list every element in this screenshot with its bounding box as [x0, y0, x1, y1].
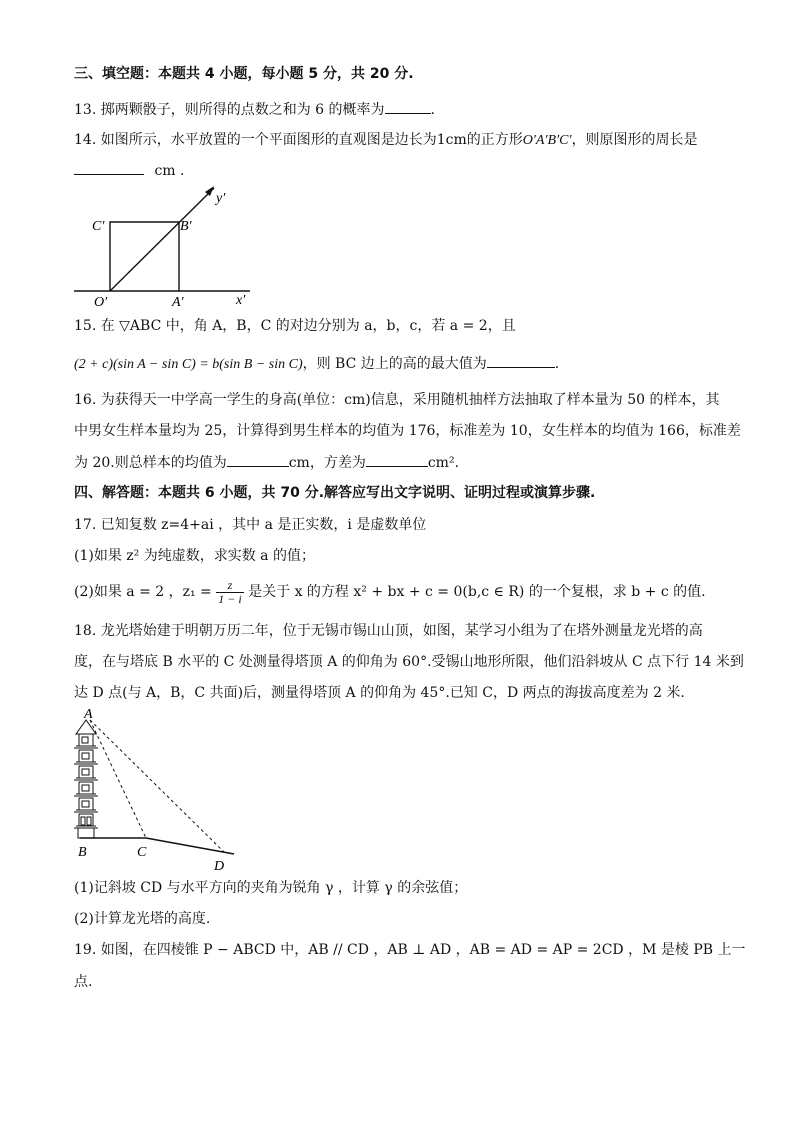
pagoda: [74, 720, 98, 838]
label-d: D: [214, 859, 225, 872]
question-18-line1: 18. 龙光塔始建于明朝万历二年，位于无锡市锡山山顶，如图，某学习小组为了在塔外测量龙光塔的高: [74, 623, 703, 639]
q15-formula: (2 + c)(sin A − sin C) = b(sin B − sin C): [74, 357, 303, 372]
q17-p2-a: (2)如果 a = 2 ，z₁ =: [74, 584, 212, 600]
sight-line-ac: [90, 720, 146, 838]
q16-variance-blank: [366, 452, 428, 467]
q18-figure: [70, 704, 240, 872]
q14-text-end: ，则原图形的周长是: [571, 132, 698, 148]
label-b: B′: [180, 219, 192, 234]
q16-text-c: cm².: [427, 455, 460, 471]
q17-fraction-numerator: z: [216, 579, 243, 593]
label-c: C′: [92, 219, 105, 234]
q16-text-b: cm，方差为: [288, 455, 366, 471]
question-15-line1: 15. 在 ▽ABC 中，角 A，B，C 的对边分别为 a，b，c，若 a = 2，且: [74, 318, 516, 334]
label-a: A′: [172, 295, 184, 310]
question-15-line2: [74, 353, 559, 375]
label-o: O′: [94, 295, 108, 310]
q15-end: .: [554, 356, 560, 372]
section-4-heading: 四、解答题：本题共 6 小题，共 70 分.解答应写出文字说明、证明过程或演算步骤.: [74, 485, 596, 501]
question-16-line3: [74, 452, 459, 473]
question-17-line1: 17. 已知复数 z=4+ai ，其中 a 是正实数，i 是虚数单位: [74, 517, 427, 533]
q17-fraction: [216, 579, 243, 606]
q17-p2-b: 是关于 x 的方程 x² + bx + c = 0(b,c ∈ R) 的一个复根，求 b + c 的值.: [248, 584, 706, 600]
q16-mean-blank: [227, 452, 289, 467]
question-19-line2: 点.: [74, 974, 93, 990]
q13-end: .: [430, 102, 435, 118]
q14-figure: [70, 180, 270, 310]
label-b: B: [78, 845, 87, 860]
question-18-line2: 度，在与塔底 B 水平的 C 处测量得塔顶 A 的仰角为 60°.受锡山地形所限，他们沿斜坡从 C 点下行 14 米到: [74, 654, 744, 670]
label-y: y′: [216, 191, 226, 206]
question-13: [74, 99, 435, 120]
y-axis-arrow: [205, 186, 214, 196]
question-17-part1: (1)如果 z² 为纯虚数，求实数 a 的值；: [74, 548, 315, 564]
question-16-line2: 中男女生样本量均为 25，计算得到男生样本的均值为 176，标准差为 10，女生样本的均值为 166，标准差: [74, 423, 741, 439]
question-14-line2: [74, 160, 184, 181]
question-18-part2: (2)计算龙光塔的高度.: [74, 911, 211, 927]
question-18-part1: (1)记斜坡 CD 与水平方向的夹角为锐角 γ ，计算 γ 的余弦值；: [74, 880, 468, 896]
q15-answer-blank: [487, 353, 555, 368]
q14-unit: cm .: [154, 163, 185, 179]
question-17-part2: [74, 578, 706, 606]
q16-text-a: 为 20.则总样本的均值为: [74, 455, 227, 471]
label-x: x′: [236, 293, 246, 308]
q13-text: 13. 掷两颗骰子，则所得的点数之和为 6 的概率为: [74, 102, 385, 118]
q14-square: O′A′B′C′: [522, 133, 572, 148]
sight-line-ad: [90, 720, 224, 852]
question-14-line1: [74, 130, 698, 151]
question-16-line1: 16. 为获得天一中学高一学生的身高(单位：cm)信息，采用随机抽样方法抽取了样本量为 50 的样本，其: [74, 392, 720, 408]
q14-text: 14. 如图所示，水平放置的一个平面图形的直观图是边长为1cm的正方形: [74, 132, 523, 148]
question-19-line1: 19. 如图，在四棱锥 P − ABCD 中，AB // CD ，AB ⊥ AD ，AB = AD = AP = 2CD ，M 是棱 PB 上一: [74, 942, 746, 958]
q14-answer-blank: [74, 160, 144, 175]
q13-answer-blank: [385, 99, 431, 114]
label-c: C: [137, 845, 147, 860]
q17-fraction-denominator: 1 − i: [218, 591, 242, 606]
slope-cd: [146, 838, 234, 854]
question-18-line3: 达 D 点(与 A，B，C 共面)后，测量得塔顶 A 的仰角为 45°.已知 C，D 两点的海拔高度差为 2 米.: [74, 685, 685, 701]
q15-text-end: ，则 BC 边上的高的最大值为: [302, 356, 487, 372]
y-axis: [110, 188, 214, 291]
label-a: A: [84, 707, 93, 722]
section-3-heading: 三、填空题：本题共 4 小题，每小题 5 分，共 20 分.: [74, 66, 414, 82]
